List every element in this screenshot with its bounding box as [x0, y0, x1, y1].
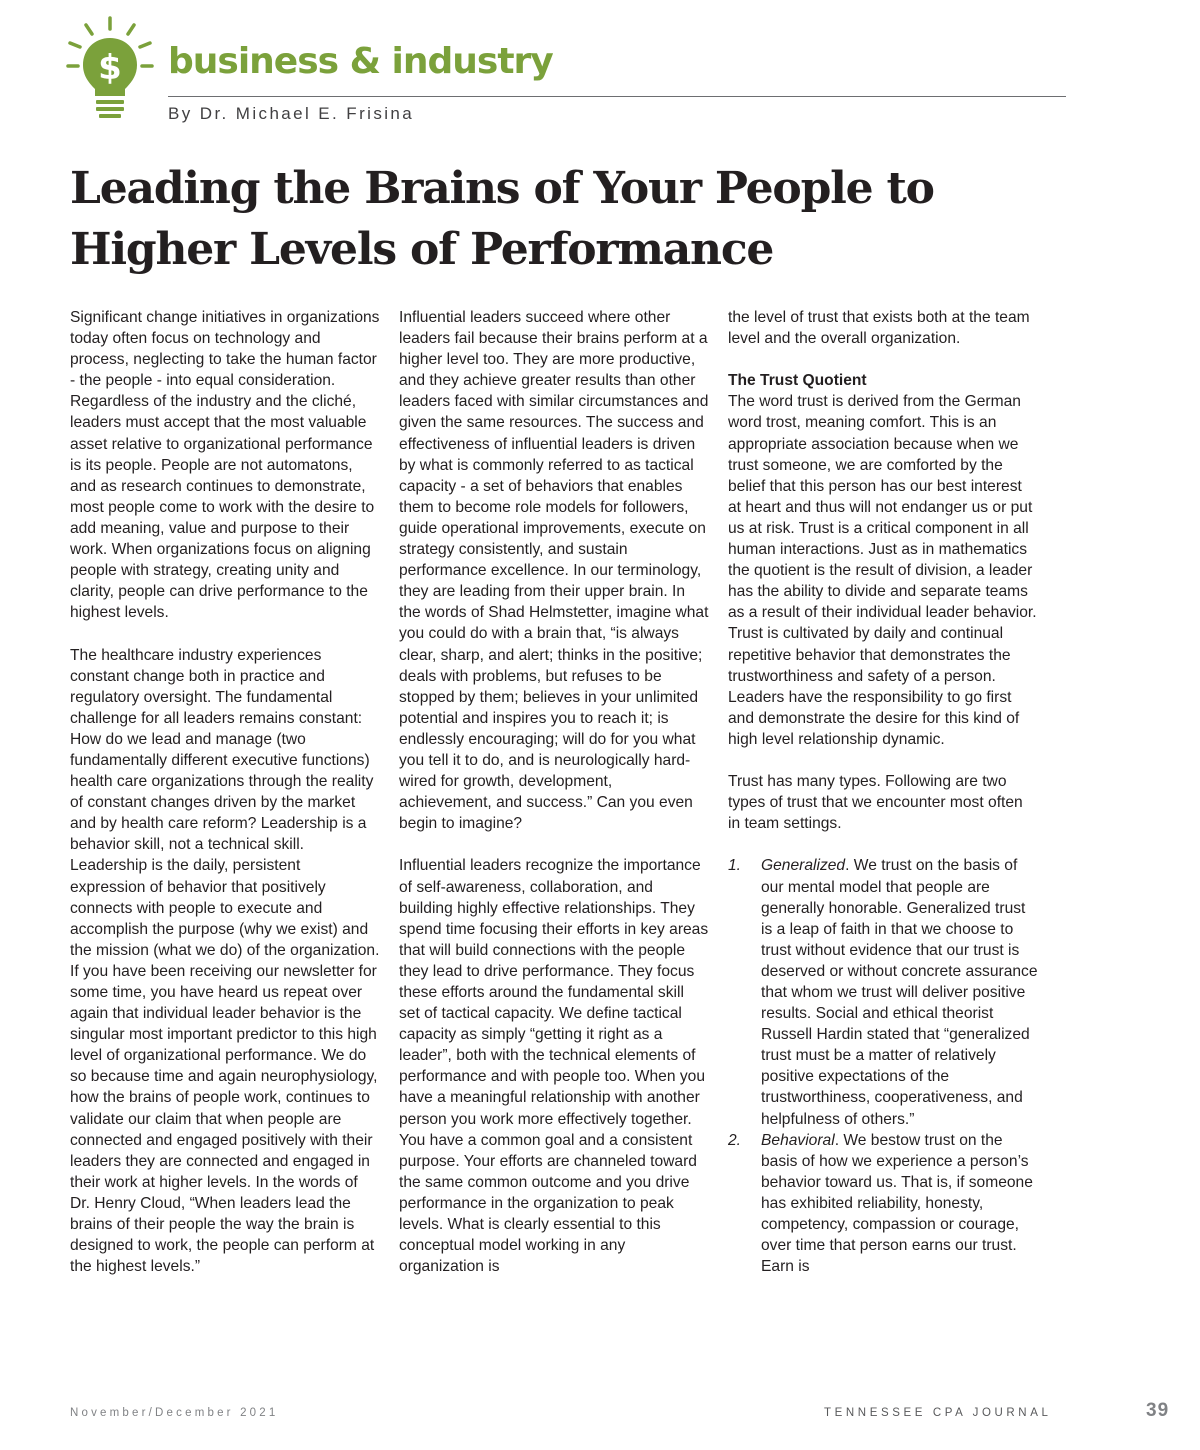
paragraph: The word trust is derived from the German word trost, meaning comfort. This is an appropriate association because when we trust someone, we are comforted by the belief that this person has our best interest at heart and thus will not endanger us or put us at risk. Trust is a critical component in all human interactions. Just as in mathematics the quotient is the result of division, a leader has the ability to divide and separate teams as a result of their individual leader behavior. Trust is cultivated by daily and continual repetitive behavior that demonstrates the trustworthiness and safety of a person. Leaders have the responsibility to go first and demonstrate the desire for this kind of high level relationship dynamic. [728, 393, 1037, 748]
header-divider [168, 96, 1066, 97]
section-title: business & industry [168, 41, 553, 82]
article-title-line2: Higher Levels of Performance [70, 224, 774, 275]
paragraph: Significant change initiatives in organizations today often focus on technology and process, neglecting to take the human factor - the people - into equal consideration. Regardless of the industry and the cliché, leaders must accept that the most valuable asset relative to organizational performance is its people. People are not automatons, and as research continues to demonstrate, most people come to work with the desire to add meaning, value and purpose to their work. When organizations focus on aligning people with strategy, creating unity and clarity, people can drive performance to the highest levels. [70, 309, 380, 622]
list-term: Generalized [761, 857, 846, 875]
byline: By Dr. Michael E. Frisina [168, 104, 415, 123]
column-1 [70, 307, 380, 1298]
article-title-line1: Leading the Brains of Your People to [70, 163, 934, 214]
list-text: . We bestow trust on the basis of how we experience a person’s behavior toward us. That is, if someone has exhibited reliability, honesty, competency, compassion or courage, over time that person earns our trust. Earn is [761, 1131, 1033, 1276]
page-number: 39 [1146, 1400, 1170, 1421]
column-3 [728, 307, 1038, 1277]
article-title [70, 158, 1110, 280]
list-text: . We trust on the basis of our mental model that people are generally honorable. Generalized trust is a leap of faith in that we choose to trust without evidence that our trust is deserved or without concrete assurance that whom we trust will deliver positive results. Social and ethical theorist Russell Hardin stated that “generalized trust must be a matter of relatively positive expectations of the trustworthiness, cooperativeness, and helpfulness of others.” [761, 857, 1038, 1128]
column-2 [399, 307, 709, 1298]
publication-name: TENNESSEE CPA JOURNAL [824, 1407, 1052, 1419]
list-number: 2. [728, 1131, 742, 1149]
list-term: Behavioral [761, 1131, 835, 1149]
dollar-glyph: $ [98, 48, 122, 88]
paragraph: Trust has many types. Following are two types of trust that we encounter most often in team settings. [728, 773, 1023, 833]
trust-types-list [728, 855, 1038, 1277]
paragraph: the level of trust that exists both at the team level and the overall organization. [728, 309, 1030, 348]
list-number: 1. [728, 857, 742, 875]
paragraph: Influential leaders recognize the importance of self-awareness, collaboration, and building highly effective relationships. They spend time focusing their efforts in key areas that will build connections with the people they lead to drive performance. They focus these efforts around the fundamental skill set of tactical capacity. We define tactical capacity as simply “getting it right as a leader”, both with the technical elements of performance and with people too. When you have a meaningful relationship with another person you work more effectively together. You have a common goal and a consistent purpose. Your efforts are channeled toward the same common outcome and you drive performance in the organization to peak levels. What is clearly essential to this conceptual model working in any organization is [399, 857, 709, 1276]
paragraph: Influential leaders succeed where other leaders fail because their brains perform at a higher level too. They are more productive, and they achieve greater results than other leaders faced with similar circumstances and given the same resources. The success and effectiveness of influential leaders is driven by what is commonly referred to as tactical capacity - a set of behaviors that enables them to become role models for followers, guide operational improvements, execute on strategy consistently, and sustain performance excellence. In our terminology, they are leading from their upper brain. In the words of Shad Helmstetter, imagine what you could do with a brain that, “is always clear, sharp, and alert; thinks in the positive; deals with problems, but refuses to be stopped by them; believes in your unlimited potential and inspires you to reach it; is endlessly encouraging; will do for you what you tell it to do, and is neurologically hard-wired for growth, development, achievement, and success.” Can you even begin to imagine? [399, 309, 709, 833]
lightbulb-dollar-icon [64, 16, 156, 124]
list-item [728, 1130, 1038, 1278]
list-item [728, 855, 1038, 1129]
paragraph: The healthcare industry experiences constant change both in practice and regulatory oversight. The fundamental challenge for all leaders remains constant: How do we lead and manage (two fundamentally different executive functions) health care organizations through the reality of constant changes driven by the market and by health care reform? Leadership is a behavior skill, not a technical skill. Leadership is the daily, persistent expression of behavior that positively connects with people to execute and accomplish the purpose (why we exist) and the mission (what we do) of the organization. If you have been receiving our newsletter for some time, you have heard us repeat over again that individual leader behavior is the singular most important predictor to this high level of organizational performance. We do so because time and again neurophysiology, how the brains of people work, continues to validate our claim that when people are connected and engaged positively with their leaders they are connected and engaged in their work at higher levels. In the words of Dr. Henry Cloud, “When leaders lead the brains of their people the way the brain is designed to work, the people can perform at the highest levels.” [70, 646, 380, 1276]
issue-date: November/December 2021 [70, 1407, 279, 1419]
subheading: The Trust Quotient [728, 372, 867, 390]
